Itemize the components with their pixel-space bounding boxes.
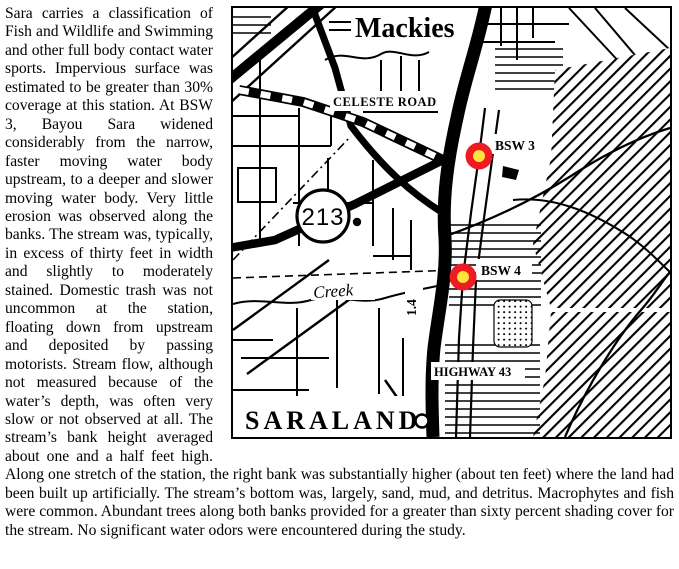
map-hatched-areas [533, 48, 670, 437]
map-label-highway-43: HIGHWAY 43 [434, 365, 512, 379]
map-label-mackies: Mackies [355, 13, 455, 44]
station-bsw3-marker-center [473, 150, 485, 162]
map-frame [231, 6, 672, 439]
station-bsw4-label: BSW 4 [481, 263, 521, 278]
map-label-saraland: SARALAND [245, 406, 422, 435]
map-stippled-block [494, 300, 532, 347]
map-label-celeste-road: CELESTE ROAD [333, 95, 437, 109]
route-213-number: 213 [301, 204, 345, 231]
station-bsw3-label: BSW 3 [495, 138, 535, 153]
map-label-river-mile: 1.4 [404, 299, 419, 316]
map-label-creek: Creek [312, 280, 354, 303]
station-location-map [233, 8, 670, 437]
map-figure [227, 5, 674, 451]
body-paragraph: Sara carries a classification of Fish and Wildlife and Swimming and other full body contact water sports. Impervious surface was estimated to be greater than 30% coverage at this station. At BSW 3, Bayou Sara widened considerably from the narrow, faster moving water body upstream, to a deeper and slower moving water body. Very little erosion was observed along the banks. The stream was, typically, in excess of thirty feet in width and slightly to moderately stained. Domestic trash was not uncommon at the station, floating down from upstream and deposited by passing motorists. Stream flow, although not measured because of the water’s depth, was often very slow or not observed at all. The stream’s bank height averaged about one and a half feet high. Along one stretch of the station, the right bank was substantially higher (about ten feet) where the land had been built up artificially. The stream’s bottom was, largely, sand, mud, and detritus. Macrophytes and fish were common. Abundant trees along both banks provided for a greater than sixty percent shading cover for the stream. No significant water odors were encountered during the study. [5, 5, 674, 539]
station-bsw4-marker-center [457, 271, 469, 283]
